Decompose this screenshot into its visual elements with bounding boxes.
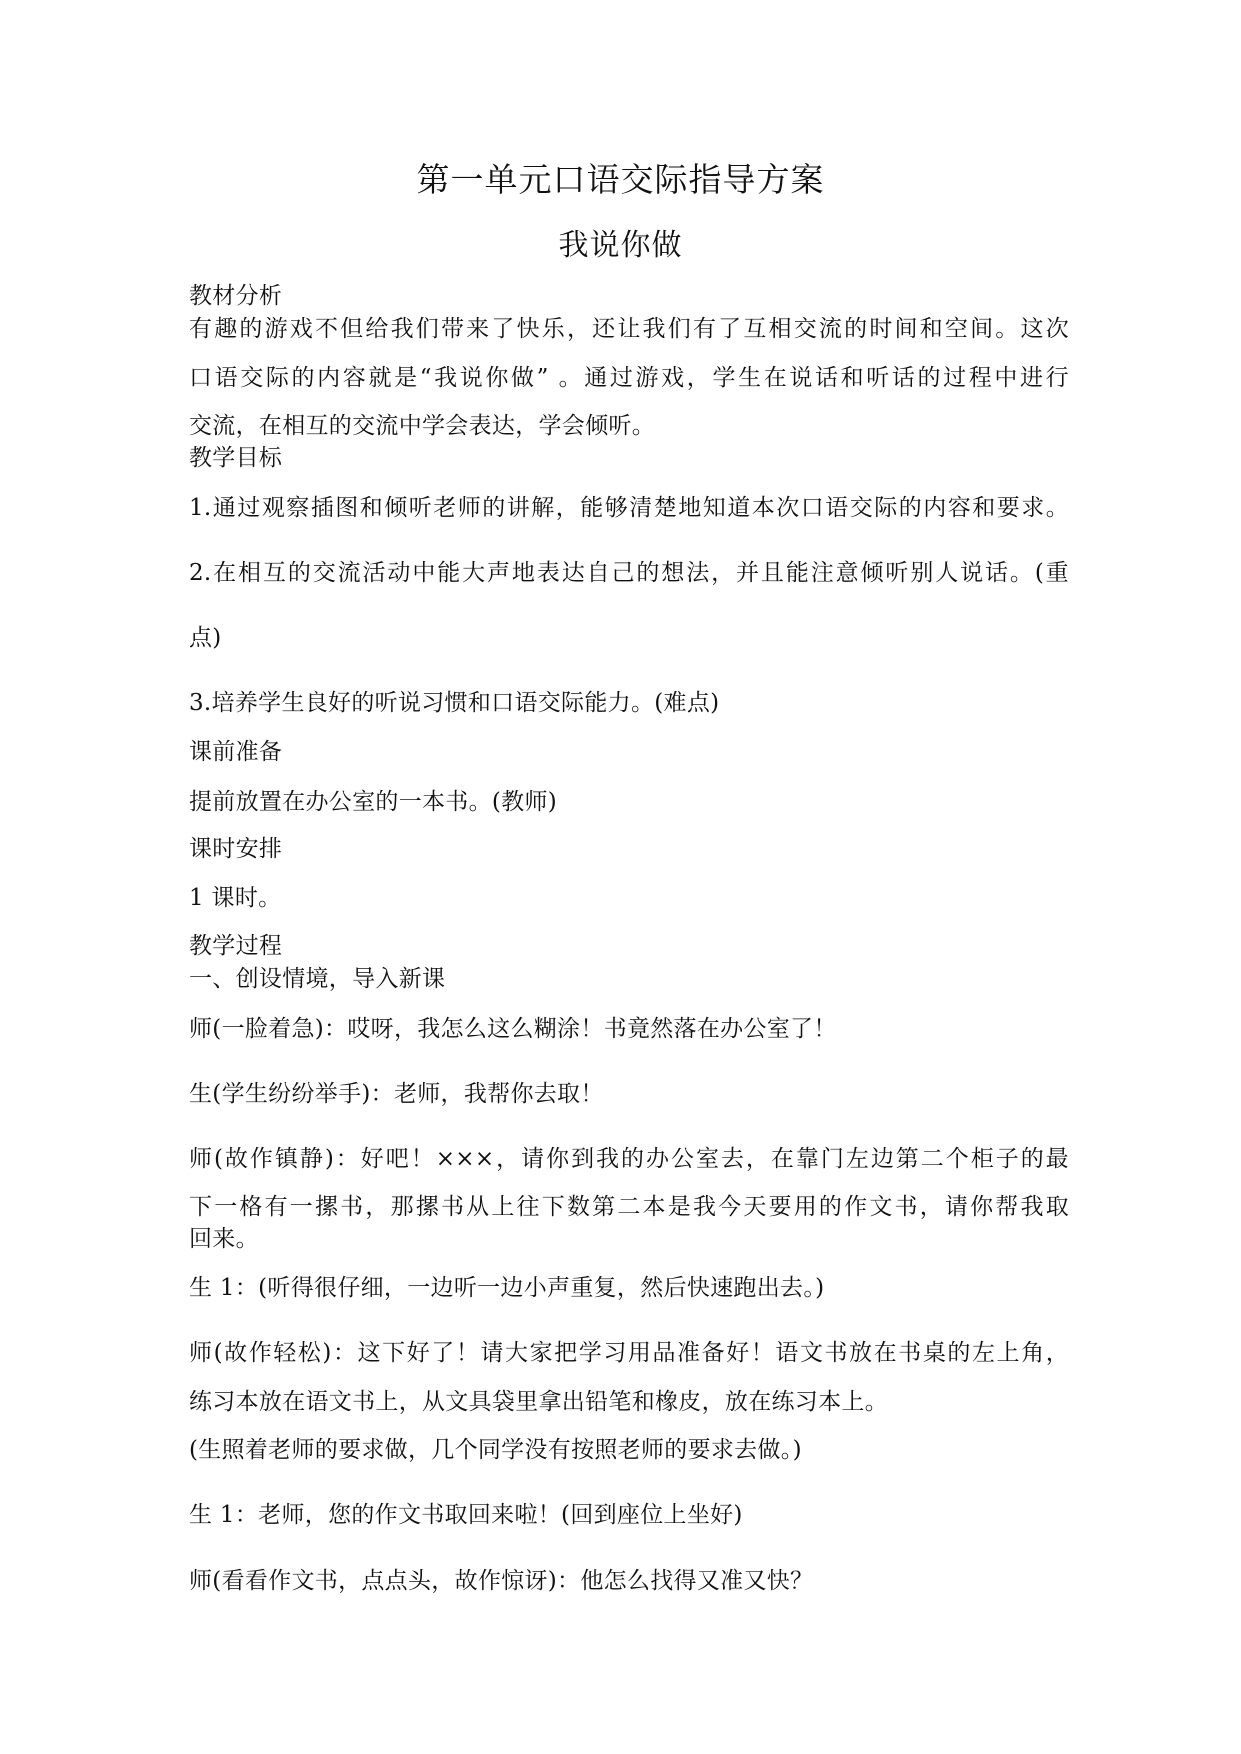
prep-text: 提前放置在办公室的一本书。(教师) bbox=[189, 789, 558, 815]
dialogue-line: 师(故作轻松)：这下好了！请大家把学习用品准备好！语文书放在书桌的左上角， bbox=[189, 1340, 1069, 1366]
dialogue-line: 生(学生纷纷举手)：老师，我帮你去取！ bbox=[189, 1081, 604, 1107]
section-heading-schedule: 课时安排 bbox=[189, 836, 283, 862]
dialogue-line: 生 1：(听得很仔细，一边听一边小声重复，然后快速跑出去。) bbox=[189, 1275, 825, 1301]
dialogue-line: 练习本放在语文书上，从文具袋里拿出铅笔和橡皮，放在练习本上。 bbox=[189, 1389, 888, 1415]
goal-line: 1.通过观察插图和倾听老师的讲解，能够清楚地知道本次口语交际的内容和要求。 bbox=[189, 495, 1069, 521]
dialogue-line: 师(故作镇静)：好吧！×××，请你到我的办公室去，在靠门左边第二个柜子的最 bbox=[189, 1146, 1069, 1172]
document-subtitle: 我说你做 bbox=[558, 228, 683, 263]
dialogue-line: 生 1：老师，您的作文书取回来啦！(回到座位上坐好) bbox=[189, 1502, 743, 1528]
goal-line: 点) bbox=[189, 625, 222, 651]
schedule-text: 1 课时。 bbox=[189, 885, 282, 911]
process-step-heading: 一、创设情境，导入新课 bbox=[189, 966, 446, 992]
section-heading-process: 教学过程 bbox=[189, 933, 283, 959]
dialogue-line: (生照着老师的要求做，几个同学没有按照老师的要求去做。) bbox=[189, 1437, 802, 1463]
goal-line: 2.在相互的交流活动中能大声地表达自己的想法，并且能注意倾听别人说话。(重 bbox=[189, 560, 1069, 586]
document-title: 第一单元口语交际指导方案 bbox=[416, 160, 825, 199]
paragraph-line: 口语交际的内容就是“我说你做” 。通过游戏，学生在说话和听话的过程中进行 bbox=[189, 365, 1069, 391]
paragraph-line: 交流，在相互的交流中学会表达，学会倾听。 bbox=[189, 413, 655, 439]
dialogue-line: 师(一脸着急)：哎呀，我怎么这么糊涂！书竟然落在办公室了！ bbox=[189, 1016, 837, 1042]
section-heading-goals: 教学目标 bbox=[189, 445, 283, 471]
dialogue-line: 师(看看作文书，点点头，故作惊讶)：他怎么找得又准又快？ bbox=[189, 1568, 814, 1594]
paragraph-line: 有趣的游戏不但给我们带来了快乐，还让我们有了互相交流的时间和空间。这次 bbox=[189, 316, 1069, 342]
section-heading-prep: 课前准备 bbox=[189, 739, 283, 765]
dialogue-line: 下一格有一摞书，那摞书从上往下数第二本是我今天要用的作文书，请你帮我取 bbox=[189, 1194, 1069, 1220]
section-heading-analysis: 教材分析 bbox=[189, 283, 283, 309]
dialogue-line: 回来。 bbox=[189, 1226, 259, 1252]
goal-line: 3.培养学生良好的听说习惯和口语交际能力。(难点) bbox=[189, 690, 720, 716]
